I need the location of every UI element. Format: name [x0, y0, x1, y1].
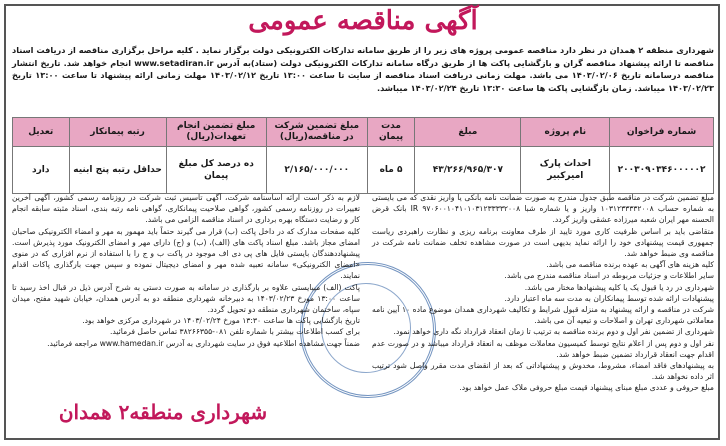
condition-paragraph: سایر اطلاعات و جزئیات مربوطه در اسناد مناقصه مندرج می باشد.	[504, 271, 714, 281]
condition-paragraph: نفر اول و دوم پس از اعلام نتایج توسط کمیسیون معاملات موظف به انعقاد قرارداد میباشد و در صورت عدم اقدام جهت انعقاد قرارداد تضمین ضبط خواهد شد.	[372, 338, 714, 359]
tender-table	[12, 117, 714, 194]
conditions-column-left	[12, 192, 360, 349]
header-bid-guarantee: مبلغ تضمین شرکت در مناقصه(ریال)	[266, 118, 367, 147]
condition-paragraph: به پیشنهادهای فاقد امضاء، مشروط، مخدوش و پیشنهاداتی که بعد از انقضای مدت مقرر واصل شود ترتیب اثر داده نخواهد شد.	[372, 361, 714, 382]
condition-paragraph: کلیه هزینه های آگهی به عهده برنده مناقصه می باشد.	[546, 260, 714, 270]
condition-paragraph: کلیه صفحات مدارک که در داخل پاکت (ب) قرار می گیرند حتماً باید مهمور به مهر و امضاء الکترونیکی صاحبان امضای مجاز باشد. مبلغ اسناد پاکت های (الف)، (ب) و (ج) دارای مهر و امضای الکترونیک مورد پذیرش است. پیشنهاددهندگان بایستی فایل های پی دی اف موجود در پاکت ب و ج را با استفاده از نرم افزاری که در منوی «امضای الکترونیکی» سامانه تعبیه شده مهر و امضای دیجیتال نموده و سپس جهت بارگذاری پاکات اقدام نمایند.	[12, 226, 360, 281]
cell-contractor-rank: حداقل رتبه پنج ابنیه	[69, 147, 166, 194]
conditions-column-right	[372, 192, 714, 394]
signature-municipality: شهرداری منطقه۲ همدان	[58, 400, 268, 424]
table-header-row	[13, 118, 714, 147]
header-adjustment: تعدیل	[13, 118, 70, 147]
condition-paragraph: شهرداری در رد یا قبول یک یا کلیه پیشنهادها مختار می باشد.	[524, 282, 714, 292]
header-contractor-rank: رتبه پیمانکار	[69, 118, 166, 147]
cell-call-number: ۲۰۰۳۰۹۰۳۴۶۰۰۰۰۰۲	[610, 147, 714, 194]
condition-paragraph: پاکت (الف) میبایستی علاوه بر بارگذاری در سامانه به صورت دستی به شرح آدرس ذیل در قبال اخذ رسید تا ساعت ۱۳:۰۰ مورخ ۱۴۰۳/۰۲/۲۳ به دبیرخانه شهرداری منطقه دو به آدرس همدان، خیابان شهید مفتح، میدان سپاه، ساختمان شهرداری منطقه دو تحویل گردد.	[12, 282, 360, 315]
condition-paragraph: مبلغ تضمین شرکت در مناقصه طبق جدول مندرج به صورت ضمانت نامه بانکی یا واریز نقدی که می بایستی به شماره حساب ۱۰۳۱۲۳۳۳۳۲۰۰۸ واریز و یا شماره شبا IR ۹۷۰۶۰۰۱۰۴۱۰۱۰۳۱۲۳۳۳۳۲۰۰۸ بانک قرض الحسنه مهر ایران شعبه میرزاده عشقی واریز گردد.	[372, 193, 714, 225]
condition-paragraph: مبلغ حروفی و عددی مبلغ مبنای پیشنهاد قیمت مبلغ حروفی ملاک عمل خواهد بود.	[459, 383, 714, 393]
header-performance-guarantee: مبلغ تضمین انجام تعهدات(ریال)	[166, 118, 266, 147]
condition-paragraph: تاریخ بازگشایی پاکت ها ساعت ۱۳:۳۰ مورخ ۱۴۰۳/۰۲/۲۴ در شهرداری مرکزی خواهد بود.	[82, 316, 360, 326]
header-amount: مبلغ	[415, 118, 521, 147]
cell-bid-guarantee: ۲/۱۶۵/۰۰۰/۰۰۰	[266, 147, 367, 194]
condition-paragraph: متقاضی باید بر اساس ظرفیت کاری مورد تایید از طرف معاونت برنامه ریزی و نظارت راهبردی ریاست جمهوری قیمت پیشنهادی خود را ارائه نماید بدیهی است در صورت مشاهده تخلف ضمانت نامه شرکت در مناقصه وی ضبط خواهد شد.	[372, 226, 714, 259]
notice-title: آگهی مناقصه عمومی	[248, 6, 478, 36]
condition-paragraph: پیشنهادات ارائه شده توسط پیمانکاران به مدت سه ماه اعتبار دارد.	[504, 293, 714, 303]
condition-paragraph: ضمناً جهت مشاهده اطلاعیه فوق در سایت شهرداری به آدرس www.hamedan.ir مراجعه فرمائید.	[47, 338, 360, 348]
intro-paragraph: شهرداری منطقه ۲ همدان در نظر دارد مناقصه عمومی پروژه های زیر را از طریق سامانه تدارکات الکترونیکی دولت برگزار نماید . کلیه مراحل برگزاری مناقصه از دریافت اسناد مناقصه تا ارائه پیشنهاد مناقصه گران و بازگشایی پاکت ها از طریق درگاه سامانه تدارکات الکترونیکی دولت (ستاد)به آدرس www.setadiran.ir انجام خواهد شد. تاریخ انتشار مناقصه درسامانه تاریخ ۱۴۰۳/۰۲/۰۶ می باشد. مهلت زمانی دریافت اسناد مناقصه از سایت تا ساعت ۱۳:۰۰ تاریخ ۱۴۰۳/۰۲/۱۲ مهلت زمانی ارائه پیشنهاد تا ساعت ۱۳:۰۰ تاریخ ۱۴۰۳/۰۲/۲۳ میباشد. زمان بازگشایی پاکت ها ساعت ۱۳:۳۰ تاریخ ۱۴۰۳/۰۲/۲۴ میباشد.	[12, 45, 714, 93]
cell-adjustment: دارد	[13, 147, 70, 194]
condition-paragraph: لازم به ذکر است ارائه اساسنامه شرکت، آگهی تاسیس ثبت شرکت در روزنامه رسمی کشور، آگهی آخرین تغییرات در روزنامه رسمی کشور، گواهی صلاحیت پیمانکاری، گواهی نامه رتبه بندی، اسناد مثبته سابقه انجام کار و رضایت دستگاه بهره برداری در اسناد مناقصه الزامی می باشد.	[12, 193, 360, 225]
condition-paragraph: شهرداری از تضمین نفر اول و دوم برنده مناقصه به ترتیب تا زمان انعقاد قرارداد نگه داری خواهد نمود.	[393, 327, 714, 337]
cell-amount: ۴۳/۲۶۶/۹۶۵/۳۰۷	[415, 147, 521, 194]
table-row	[13, 147, 714, 194]
condition-paragraph: شرکت در مناقصه و ارائه پیشنهاد به منزله قبول شرایط و تکالیف شهرداری همدان موضوع ماده ۱۰ آیین نامه معاملاتی شهرداری تهران و اصلاحات و تبعیه آن می باشد.	[372, 305, 714, 326]
header-project-name: نام پروژه	[521, 118, 610, 147]
condition-paragraph: برای کسب اطلاعات بیشتر با شماره تلفن ۰۸۱-۳۸۲۶۶۳۵۵ تماس حاصل فرمائید.	[109, 327, 360, 337]
cell-duration: ۵ ماه	[367, 147, 415, 194]
cell-project-name: احداث پارک امیرکبیر	[521, 147, 610, 194]
cell-performance-guarantee: ده درصد کل مبلغ پیمان	[166, 147, 266, 194]
header-call-number: شماره فراخوان	[610, 118, 714, 147]
header-duration: مدت پیمان	[367, 118, 415, 147]
